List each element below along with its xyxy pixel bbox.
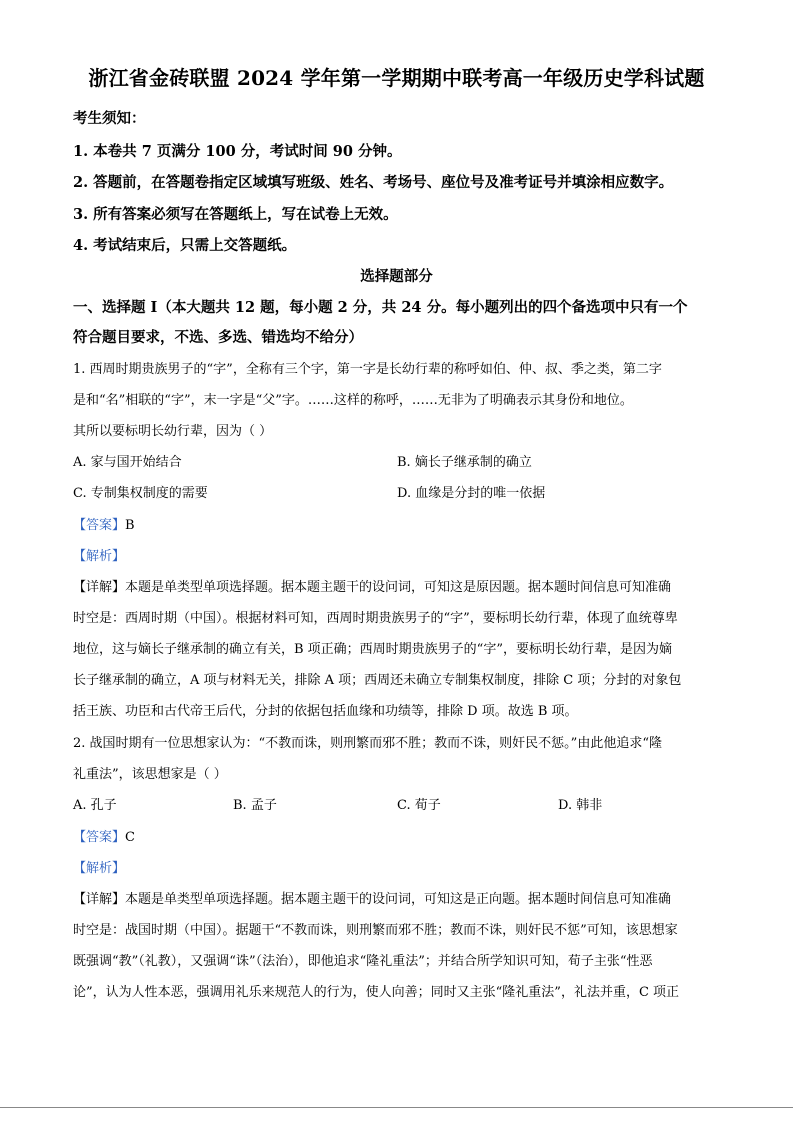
question-2-detail: 时空是：战国时期（中国）。据题干“不教而诛，则刑繁而邪不胜；教而不诛，则奸民不惩”可知，该思想家 (73, 923, 678, 938)
notice-item: 3. 所有答案必须写在答题纸上，写在试卷上无效。 (73, 206, 398, 223)
question-1-stem: 是和“名”相联的“字”，末一字是“父”字。……这样的称呼，……无非为了明确表示其身份和地位。 (73, 393, 633, 408)
answer-label: 【答案】 (73, 830, 126, 845)
question-2-answer (73, 826, 135, 845)
question-2-detail: 既强调“教”（礼教），又强调“诛”（法治），即他追求“隆礼重法”；并结合所学知识可知，荀子主张“性恶 (73, 954, 653, 969)
question-1-option-a: A. 家与国开始结合 (73, 455, 182, 470)
section-title: 选择题部分 (360, 268, 433, 285)
question-1-detail: 括王族、功臣和古代帝王后代，分封的依据包括血缘和功绩等，排除 D 项。故选 B 项。 (73, 704, 578, 719)
answer-label: 【答案】 (73, 518, 126, 533)
part-heading: 符合题目要求，不选、多选、错选均不给分） (73, 329, 363, 346)
page-title: 浙江省金砖联盟 2024 学年第一学期期中联考高一年级历史学科试题 (88, 66, 705, 90)
question-1-option-c: C. 专制集权制度的需要 (73, 486, 208, 501)
question-1-answer (73, 514, 135, 533)
notice-item: 4. 考试结束后，只需上交答题纸。 (73, 237, 297, 254)
question-2-detail: 【详解】本题是单类型单项选择题。据本题主题干的设问词，可知这是正向题。据本题时间信息可知准确 (73, 892, 672, 907)
question-1-detail: 长子继承制的确立，A 项与材料无关，排除 A 项；西周还未确立专制集权制度，排除 C 项；分封的对象包 (73, 673, 682, 688)
question-2-detail: 论”，认为人性本恶，强调用礼乐来规范人的行为，使人向善；同时又主张“隆礼重法”，礼法并重，C 项正 (73, 985, 680, 1000)
question-1-detail: 地位，这与嫡长子继承制的确立有关，B 项正确；西周时期贵族男子的“字”，要标明长幼行辈，是因为嫡 (73, 642, 672, 657)
notice-heading: 考生须知： (73, 110, 146, 127)
question-2-option-b: B. 孟子 (233, 798, 277, 813)
question-1-detail: 【详解】本题是单类型单项选择题。据本题主题干的设问词，可知这是原因题。据本题时间信息可知准确 (73, 580, 672, 595)
question-2-analysis-label: 【解析】 (73, 861, 126, 876)
answer-value: C (125, 830, 135, 845)
part-heading: 一、选择题 I（本大题共 12 题，每小题 2 分，共 24 分。每小题列出的四个备选项中只有一个 (73, 299, 688, 316)
page-bottom-divider (0, 1107, 793, 1108)
question-1-stem: 其所以要标明长幼行辈，因为（ ） (73, 424, 273, 439)
question-1-detail: 时空是：西周时期（中国）。根据材料可知，西周时期贵族男子的“字”，要标明长幼行辈，体现了血统尊卑 (73, 611, 678, 626)
question-1-analysis-label: 【解析】 (73, 549, 126, 564)
question-1-option-d: D. 血缘是分封的唯一依据 (397, 486, 546, 501)
notice-item: 1. 本卷共 7 页满分 100 分，考试时间 90 分钟。 (73, 143, 402, 160)
question-2-option-c: C. 荀子 (397, 798, 441, 813)
question-2-stem: 2. 战国时期有一位思想家认为：“不教而诛，则刑繁而邪不胜；教而不诛，则奸民不惩。”由此他追求“隆 (73, 736, 662, 751)
question-2-stem: 礼重法”，该思想家是（ ） (73, 767, 227, 782)
question-2-option-a: A. 孔子 (73, 798, 117, 813)
question-2-option-d: D. 韩非 (558, 798, 603, 813)
notice-item: 2. 答题前，在答题卷指定区域填写班级、姓名、考场号、座位号及准考证号并填涂相应数字。 (73, 174, 674, 191)
question-1-stem: 1. 西周时期贵族男子的“字”，全称有三个字，第一字是长幼行辈的称呼如伯、仲、叔、季之类，第二字 (73, 362, 662, 377)
question-1-option-b: B. 嫡长子继承制的确立 (397, 455, 532, 470)
answer-value: B (125, 518, 135, 533)
